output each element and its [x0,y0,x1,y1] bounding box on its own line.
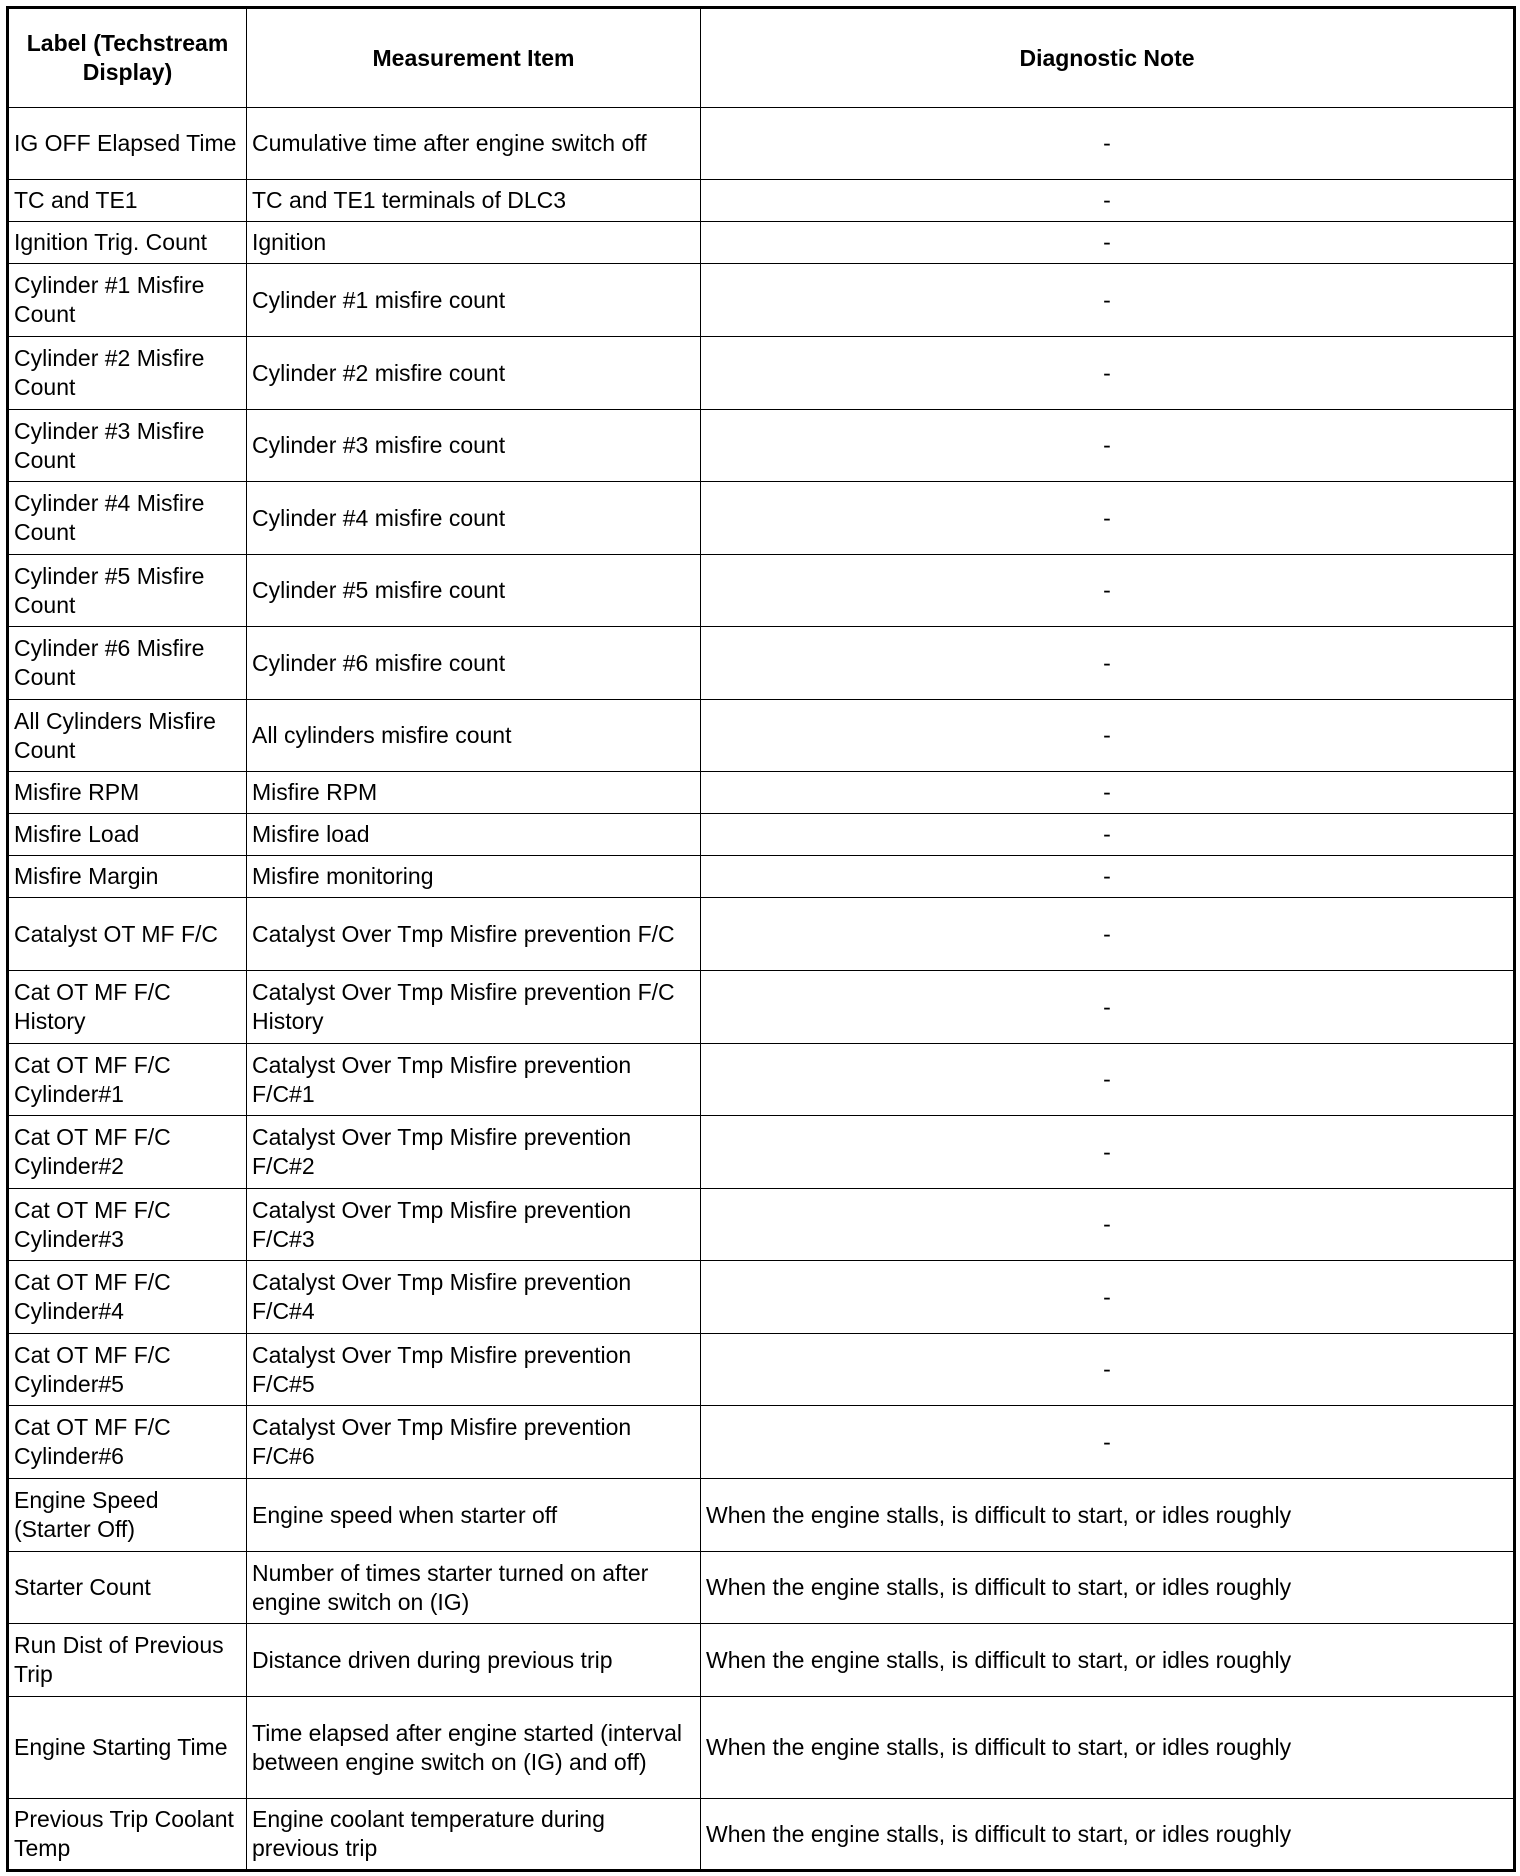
table-row [8,1116,1515,1189]
measurement-item-cell: Catalyst Over Tmp Misfire prevention F/C History [247,971,701,1044]
diagnostic-note-cell: - [701,627,1515,700]
header-measurement-item: Measurement Item [247,8,701,108]
measurement-item-cell: Cylinder #4 misfire count [247,482,701,555]
measurement-item-cell: Catalyst Over Tmp Misfire prevention F/C#4 [247,1261,701,1334]
measurement-item-cell: Cylinder #2 misfire count [247,337,701,410]
measurement-item-cell: TC and TE1 terminals of DLC3 [247,180,701,222]
diagnostic-note-cell: - [701,814,1515,856]
label-cell: Starter Count [8,1552,247,1624]
diagnostic-note-cell: - [701,264,1515,337]
measurement-item-cell: Engine coolant temperature during previous trip [247,1799,701,1871]
measurement-item-cell: Catalyst Over Tmp Misfire prevention F/C#2 [247,1116,701,1189]
label-cell: Cylinder #6 Misfire Count [8,627,247,700]
label-cell: IG OFF Elapsed Time [8,108,247,180]
header-label: Label (Techstream Display) [8,8,247,108]
data-list-table [6,6,1516,1872]
diagnostic-note-cell: - [701,856,1515,898]
label-cell: Cat OT MF F/C Cylinder#6 [8,1406,247,1479]
diagnostic-note-cell: - [701,772,1515,814]
measurement-item-cell: Cylinder #1 misfire count [247,264,701,337]
diagnostic-note-cell: - [701,555,1515,627]
diagnostic-note-cell: - [701,898,1515,971]
measurement-item-cell: Time elapsed after engine started (interval between engine switch on (IG) and off) [247,1697,701,1799]
diagnostic-note-cell: - [701,1189,1515,1261]
label-cell: Catalyst OT MF F/C [8,898,247,971]
label-cell: Cylinder #5 Misfire Count [8,555,247,627]
table-row [8,1189,1515,1261]
diagnostic-note-cell: - [701,222,1515,264]
label-cell: TC and TE1 [8,180,247,222]
table-row [8,1697,1515,1799]
diagnostic-note-cell: - [701,337,1515,410]
table-row [8,1552,1515,1624]
diagnostic-note-cell: - [701,482,1515,555]
diagnostic-note-cell: When the engine stalls, is difficult to start, or idles roughly [701,1697,1515,1799]
table-row [8,772,1515,814]
label-cell: Cat OT MF F/C Cylinder#2 [8,1116,247,1189]
table-row [8,1406,1515,1479]
table-row [8,1624,1515,1697]
label-cell: Ignition Trig. Count [8,222,247,264]
label-cell: Cat OT MF F/C Cylinder#3 [8,1189,247,1261]
table-row [8,555,1515,627]
label-cell: Previous Trip Coolant Temp [8,1799,247,1871]
diagnostic-note-cell: When the engine stalls, is difficult to start, or idles roughly [701,1479,1515,1552]
measurement-item-cell: Catalyst Over Tmp Misfire prevention F/C#6 [247,1406,701,1479]
label-cell: Misfire RPM [8,772,247,814]
label-cell: Misfire Margin [8,856,247,898]
measurement-item-cell: Ignition [247,222,701,264]
label-cell: All Cylinders Misfire Count [8,700,247,772]
table-row [8,1334,1515,1406]
label-cell: Misfire Load [8,814,247,856]
label-cell: Cylinder #4 Misfire Count [8,482,247,555]
table-row [8,108,1515,180]
table-row [8,337,1515,410]
table-row [8,1044,1515,1116]
table-row [8,410,1515,482]
table-row [8,814,1515,856]
measurement-item-cell: Distance driven during previous trip [247,1624,701,1697]
measurement-item-cell: Cylinder #6 misfire count [247,627,701,700]
label-cell: Cylinder #2 Misfire Count [8,337,247,410]
diagnostic-note-cell: When the engine stalls, is difficult to start, or idles roughly [701,1799,1515,1871]
table-row [8,264,1515,337]
measurement-item-cell: Catalyst Over Tmp Misfire prevention F/C#3 [247,1189,701,1261]
measurement-item-cell: Misfire load [247,814,701,856]
diagnostic-note-cell: - [701,1116,1515,1189]
label-cell: Cylinder #3 Misfire Count [8,410,247,482]
table-row [8,971,1515,1044]
table-row [8,700,1515,772]
label-cell: Run Dist of Previous Trip [8,1624,247,1697]
table-row [8,222,1515,264]
diagnostic-note-cell: - [701,971,1515,1044]
measurement-item-cell: Catalyst Over Tmp Misfire prevention F/C#5 [247,1334,701,1406]
measurement-item-cell: Misfire RPM [247,772,701,814]
measurement-item-cell: Number of times starter turned on after engine switch on (IG) [247,1552,701,1624]
label-cell: Cat OT MF F/C Cylinder#4 [8,1261,247,1334]
table-row [8,1261,1515,1334]
measurement-item-cell: Cylinder #3 misfire count [247,410,701,482]
label-cell: Cat OT MF F/C History [8,971,247,1044]
label-cell: Cat OT MF F/C Cylinder#5 [8,1334,247,1406]
table-row [8,898,1515,971]
measurement-item-cell: All cylinders misfire count [247,700,701,772]
diagnostic-note-cell: - [701,108,1515,180]
header-row [8,8,1515,108]
diagnostic-note-cell: - [701,1044,1515,1116]
measurement-item-cell: Cylinder #5 misfire count [247,555,701,627]
table-row [8,1479,1515,1552]
table-row [8,627,1515,700]
diagnostic-note-cell: - [701,180,1515,222]
diagnostic-note-cell: - [701,1334,1515,1406]
label-cell: Cylinder #1 Misfire Count [8,264,247,337]
table-row [8,482,1515,555]
measurement-item-cell: Catalyst Over Tmp Misfire prevention F/C [247,898,701,971]
diagnostic-note-cell: - [701,700,1515,772]
diagnostic-note-cell: - [701,410,1515,482]
diagnostic-note-cell: When the engine stalls, is difficult to start, or idles roughly [701,1624,1515,1697]
diagnostic-note-cell: - [701,1406,1515,1479]
measurement-item-cell: Catalyst Over Tmp Misfire prevention F/C#1 [247,1044,701,1116]
label-cell: Engine Starting Time [8,1697,247,1799]
diagnostic-note-cell: When the engine stalls, is difficult to start, or idles roughly [701,1552,1515,1624]
measurement-item-cell: Misfire monitoring [247,856,701,898]
label-cell: Engine Speed (Starter Off) [8,1479,247,1552]
diagnostic-note-cell: - [701,1261,1515,1334]
header-diagnostic-note: Diagnostic Note [701,8,1515,108]
table-row [8,856,1515,898]
measurement-item-cell: Engine speed when starter off [247,1479,701,1552]
measurement-item-cell: Cumulative time after engine switch off [247,108,701,180]
label-cell: Cat OT MF F/C Cylinder#1 [8,1044,247,1116]
table-row [8,1799,1515,1871]
table-row [8,180,1515,222]
